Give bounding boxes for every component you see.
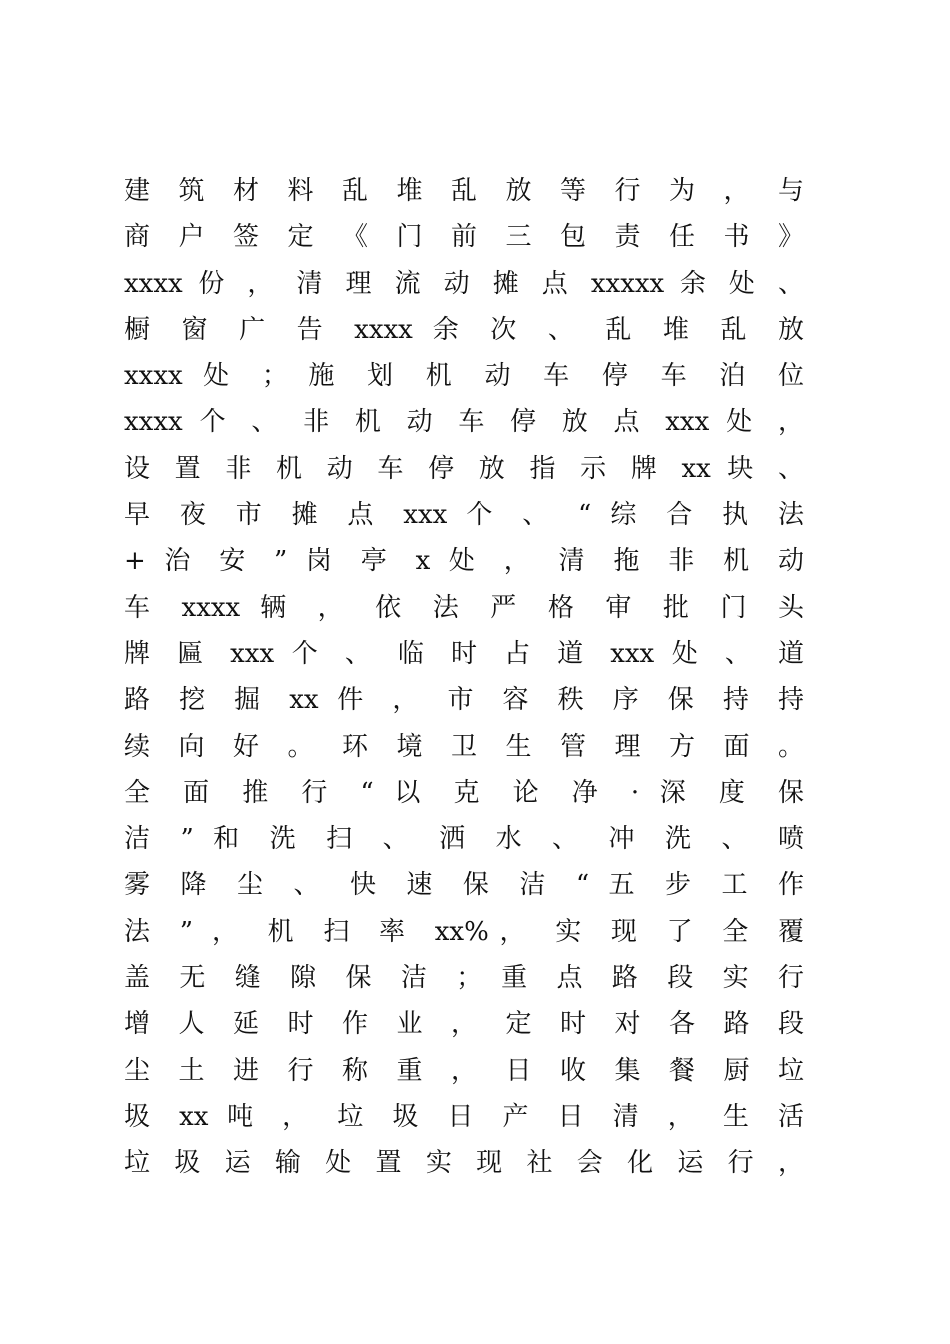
text-line: 设 置 非 机 动 车 停 放 指 示 牌 xx 块 、 — [124, 453, 804, 484]
body-paragraph — [124, 168, 804, 1187]
text-line: 橱 窗 广 告 xxxx 余 次 、 乱 堆 乱 放 — [124, 314, 804, 345]
text-line: 商 户 签 定 《 门 前 三 包 责 任 书 》 — [124, 222, 804, 253]
text-line: 法 ” ， 机 扫 率 xx%， 实 现 了 全 覆 — [124, 916, 804, 947]
text-line: 建 筑 材 料 乱 堆 乱 放 等 行 为 ， 与 — [124, 176, 804, 206]
text-line: xxxx 份 ， 清 理 流 动 摊 点 xxxxx 余 处 、 — [124, 268, 804, 299]
text-line: 续 向 好 。 环 境 卫 生 管 理 方 面 。 — [124, 731, 804, 762]
text-line: 洁 ” 和 洗 扫 、 洒 水 、 冲 洗 、 喷 — [124, 824, 804, 855]
text-line: 尘 土 进 行 称 重 ， 日 收 集 餐 厨 垃 — [124, 1055, 804, 1086]
text-line: + 治 安 ” 岗 亭 x 处 ， 清 拖 非 机 动 — [124, 546, 804, 577]
text-line: 圾 xx 吨 ， 垃 圾 日 产 日 清 ， 生 活 — [124, 1101, 804, 1132]
text-line: 全 面 推 行 “ 以 克 论 净 · 深 度 保 — [124, 777, 804, 808]
text-line: 盖 无 缝 隙 保 洁 ； 重 点 路 段 实 行 — [124, 963, 804, 994]
text-line: 垃 圾 运 输 处 置 实 现 社 会 化 运 行 ， — [124, 1148, 804, 1179]
text-line: 牌 匾 xxx 个 、 临 时 占 道 xxx 处 、 道 — [124, 638, 804, 669]
text-line: 早 夜 市 摊 点 xxx 个 、 “ 综 合 执 法 — [124, 500, 804, 531]
text-line: 车 xxxx 辆 ， 依 法 严 格 审 批 门 头 — [124, 592, 804, 623]
text-line: 雾 降 尘 、 快 速 保 洁 “ 五 步 工 作 — [124, 870, 804, 901]
text-line: xxxx 处 ； 施 划 机 动 车 停 车 泊 位 — [124, 361, 804, 392]
text-line: 路 挖 掘 xx 件 ， 市 容 秩 序 保 持 持 — [124, 685, 804, 716]
text-line: xxxx 个 、 非 机 动 车 停 放 点 xxx 处 ， — [124, 407, 804, 438]
text-line: 增 人 延 时 作 业 ， 定 时 对 各 路 段 — [124, 1009, 804, 1040]
